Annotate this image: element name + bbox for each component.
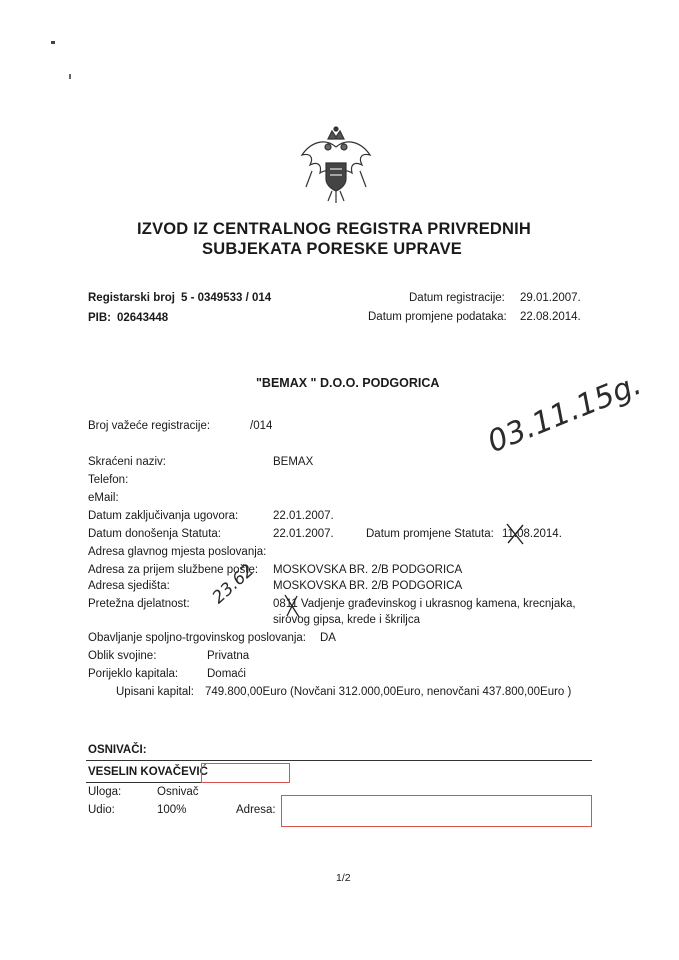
founder-role-value: Osnivač bbox=[157, 786, 199, 798]
reg-number-value: 5 - 0349533 / 014 bbox=[181, 292, 272, 304]
founder-share-label: Udio: bbox=[88, 804, 115, 816]
capital-origin-value: Domaći bbox=[207, 668, 246, 680]
ownership-label: Oblik svojine: bbox=[88, 650, 157, 662]
page-number: 1/2 bbox=[336, 872, 351, 884]
capital-origin-label: Porijeklo kapitala: bbox=[88, 668, 179, 680]
short-name-label: Skraćeni naziv: bbox=[88, 456, 166, 468]
contract-date-value: 22.01.2007. bbox=[273, 510, 334, 522]
reg-number-label: Registarski broj bbox=[88, 292, 175, 304]
seat-address-label: Adresa sjedišta: bbox=[88, 580, 170, 592]
phone-label: Telefon: bbox=[88, 474, 129, 486]
handwritten-code-note: 23.62 bbox=[208, 560, 259, 608]
valid-registration-value: /014 bbox=[250, 420, 273, 432]
handwritten-cross-mark-activity bbox=[283, 593, 301, 619]
statute-date-value: 22.01.2007. bbox=[273, 528, 334, 540]
founder-redaction-box-large bbox=[281, 795, 592, 827]
founder-name: VESELIN KOVAČEVIĆ bbox=[88, 766, 208, 778]
coat-of-arms-emblem bbox=[288, 125, 384, 207]
date-registration-label: Datum registracije: bbox=[409, 292, 505, 304]
handwritten-date-note: 03.11.15g. bbox=[482, 366, 647, 460]
founders-divider-bottom bbox=[86, 782, 201, 783]
founder-share-value: 100% bbox=[157, 804, 187, 816]
company-name: "BEMAX " D.O.O. PODGORICA bbox=[256, 376, 440, 390]
document-title-line2: SUBJEKATA PORESKE UPRAVE bbox=[202, 240, 462, 258]
activity-label: Pretežna djelatnost: bbox=[88, 598, 190, 610]
document-title-line1: IZVOD IZ CENTRALNOG REGISTRA PRIVREDNIH bbox=[137, 220, 532, 238]
date-change-label: Datum promjene podataka: bbox=[368, 311, 507, 323]
statute-change-value: 11.08.2014. bbox=[502, 528, 562, 540]
contract-date-label: Datum zaključivanja ugovora: bbox=[88, 510, 239, 522]
main-address-label: Adresa glavnog mjesta poslovanja: bbox=[88, 546, 267, 558]
activity-line1: 0811 Vadjenje građevinskog i ukrasnog kamena, krecnjaka, bbox=[273, 598, 576, 610]
capital-value: 749.800,00Euro (Novčani 312.000,00Euro, nenovčani 437.800,00Euro ) bbox=[205, 686, 572, 698]
founder-redaction-box-small bbox=[201, 763, 290, 783]
pib-label: PIB: bbox=[88, 312, 111, 324]
date-registration-value: 29.01.2007. bbox=[520, 292, 581, 304]
mail-address-label: Adresa za prijem službene pošte: bbox=[88, 564, 259, 576]
ownership-value: Privatna bbox=[207, 650, 250, 662]
statute-change-label: Datum promjene Statuta: bbox=[366, 528, 494, 540]
date-change-value: 22.08.2014. bbox=[520, 311, 581, 323]
handwritten-cross-mark bbox=[504, 521, 526, 547]
founder-address-label: Adresa: bbox=[236, 804, 276, 816]
mail-address-value: MOSKOVSKA BR. 2/B PODGORICA bbox=[273, 564, 463, 576]
founders-divider-top bbox=[86, 760, 592, 761]
statute-date-label: Datum donošenja Statuta: bbox=[88, 528, 221, 540]
seat-address-value: MOSKOVSKA BR. 2/B PODGORICA bbox=[273, 580, 463, 592]
email-label: eMail: bbox=[88, 492, 119, 504]
capital-label: Upisani kapital: bbox=[116, 686, 194, 698]
founder-role-label: Uloga: bbox=[88, 786, 122, 798]
foreign-trade-label: Obavljanje spoljno-trgovinskog poslovanja: bbox=[88, 632, 306, 644]
activity-line2: sirovog gipsa, krede i škriljca bbox=[273, 614, 421, 626]
scan-mark-tick bbox=[69, 74, 71, 79]
valid-registration-label: Broj važeće registracije: bbox=[88, 420, 211, 432]
scan-mark-dot bbox=[51, 41, 55, 44]
founders-heading: OSNIVAČI: bbox=[88, 744, 147, 756]
foreign-trade-value: DA bbox=[320, 632, 336, 644]
short-name-value: BEMAX bbox=[273, 456, 314, 468]
pib-value: 02643448 bbox=[117, 312, 169, 324]
